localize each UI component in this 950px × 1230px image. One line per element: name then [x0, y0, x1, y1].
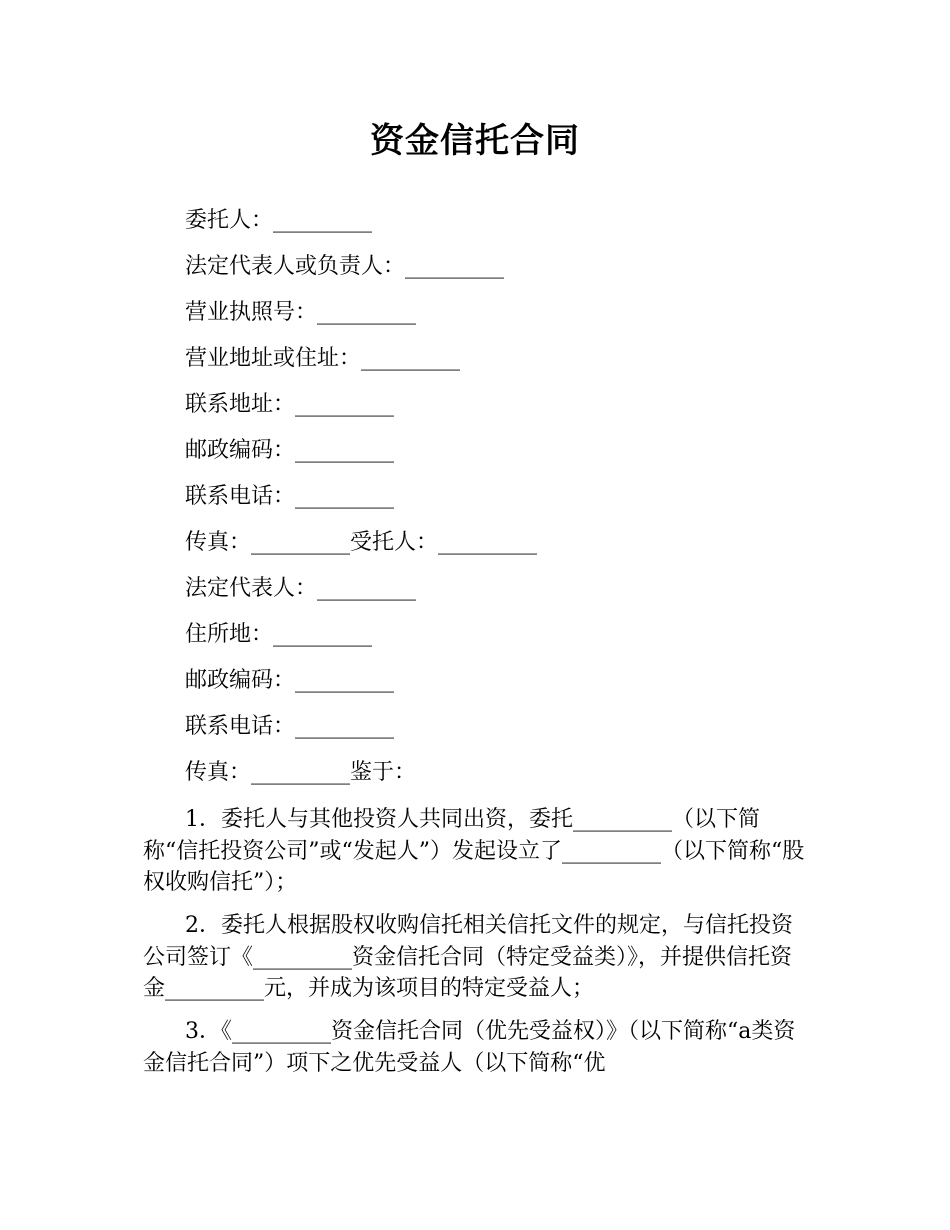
field-postal-code: 邮政编码：_________: [185, 438, 395, 463]
field-trustee-legal-representative: 法定代表人：_________: [185, 576, 417, 601]
field-business-license-number: 营业执照号：_________: [185, 300, 417, 325]
field-business-address-or-residence: 营业地址或住址：_________: [185, 346, 461, 371]
field-domicile: 住所地：_________: [185, 622, 373, 647]
recital-paragraph-2-text: 2．委托人根据股权收购信托相关信托文件的规定，与信托投资公司签订《_________资金信托合同（特定受益类）》，并提供信托资金_________元，并成为该项目的特定受益人；: [143, 913, 793, 1001]
field-legal-representative-or-principal: 法定代表人或负责人：_________: [185, 254, 505, 279]
field-fax-and-trustee: 传真：_________受托人：_________: [185, 530, 538, 555]
field-client: 委托人：_________: [185, 208, 373, 233]
field-trustee-fax-whereas: 传真：_________鉴于：: [185, 760, 417, 785]
recital-paragraph-2: [143, 910, 808, 1005]
recital-paragraph-3-text: 3．《_________资金信托合同（优先受益权）》（以下简称“a类资金信托合同”）项下之优先受益人（以下简称“优: [143, 1019, 796, 1076]
field-trustee-contact-phone: 联系电话：_________: [185, 714, 395, 739]
recital-paragraph-1-text: 1．委托人与其他投资人共同出资，委托_________（以下简称“信托投资公司”或“发起人”）发起设立了_________（以下简称“股权收购信托”）；: [143, 807, 805, 895]
field-contact-phone: 联系电话：_________: [185, 484, 395, 509]
document-title: 资金信托合同: [370, 121, 580, 161]
field-trustee-postal-code: 邮政编码：_________: [185, 668, 395, 693]
recital-paragraph-1: [143, 804, 808, 899]
recital-paragraph-3: [143, 1016, 808, 1079]
field-contact-address: 联系地址：_________: [185, 392, 395, 417]
